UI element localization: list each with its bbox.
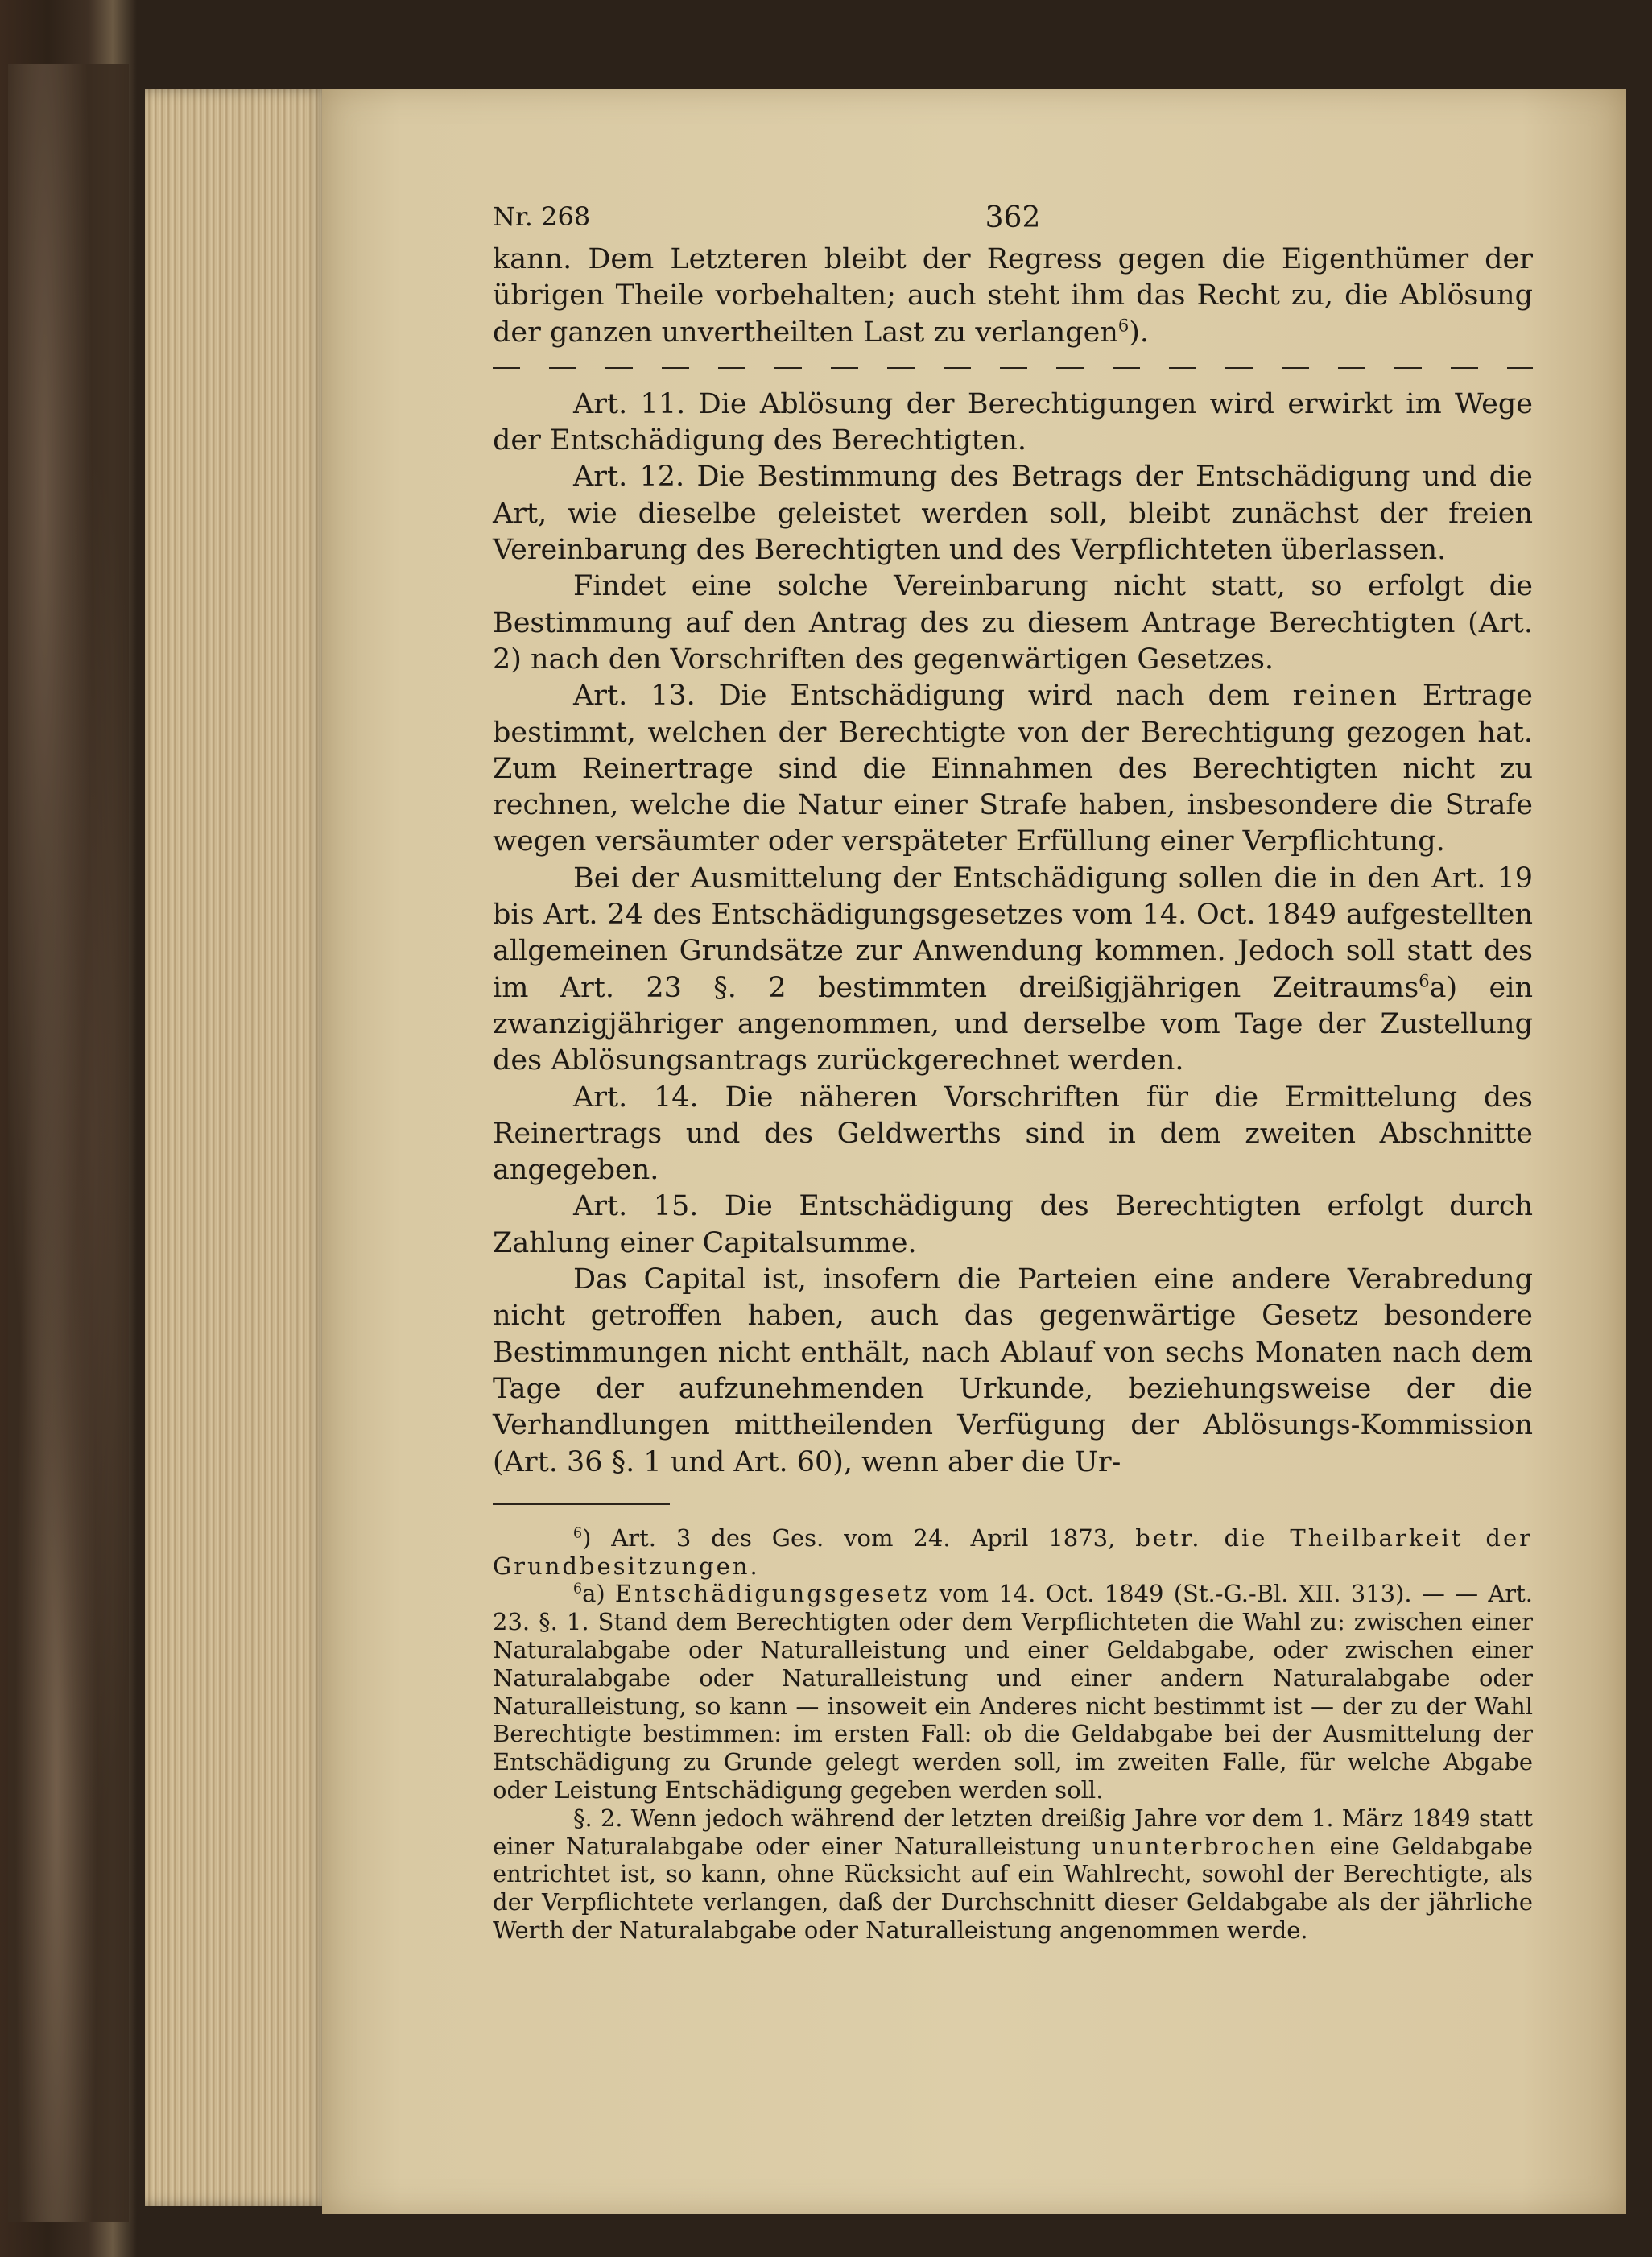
section-divider (493, 356, 1533, 380)
footnote-rule (493, 1503, 670, 1505)
footnote-6a (493, 1580, 1533, 1804)
article-13 (493, 678, 1533, 860)
running-header (493, 201, 1533, 242)
text: kann. Dem Letzteren bleibt der Regress gegen die Eigenthümer der übrigen Theile vorbehalten; auch steht ihm das Recht zu, die Ablösung der ganzen unvertheilten Last zu verlangen (493, 243, 1533, 349)
paragraph-continuation (493, 242, 1533, 351)
footnote-mark: 6 (573, 1581, 583, 1598)
emphasis: betr. die Theilbarkeit der Grundbesitzungen. (493, 1523, 1533, 1580)
text: a) ein zwanzigjähriger angenommen, und derselbe vom Tage der Zustellung des Ablösungsantrags zurückgerechnet werden. (493, 971, 1533, 1077)
emphasis: reinen (1292, 680, 1400, 713)
text: ). (1129, 316, 1150, 349)
text: Art. 13. Die Entschädigung wird nach dem (573, 680, 1293, 713)
article-11: Art. 11. Die Ablösung der Berechtigungen wird erwirkt im Wege der Entschädigung des Berechtigten. (493, 387, 1533, 457)
paragraph: Das Capital ist, insofern die Parteien eine andere Verabredung nicht getroffen haben, auch das gegenwärtige Gesetz besondere Bestimmungen nicht enthält, nach Ablauf von sechs Monaten nach dem Tage der aufzunehmenden Urkunde, beziehungsweise der die Verhandlungen mittheilenden Verfügung der Ablösungs-Kommission (Art. 36 §. 1 und Art. 60), wenn aber die Ur- (493, 1263, 1533, 1478)
marbled-cover (8, 64, 129, 2222)
page-stack-edge (145, 89, 330, 2206)
article-15: Art. 15. Die Entschädigung des Berechtigten erfolgt durch Zahlung einer Capitalsumme. (493, 1190, 1533, 1259)
text: Bei der Ausmittelung der Entschädigung sollen die in den Art. 19 bis Art. 24 des Entschädigungsgesetzes vom 14. Oct. 1849 aufgestellten allgemeinen Grundsätze zur Anwendung kommen. Jedoch soll statt des im Art. 23 §. 2 bestimmten dreißigjährigen Zeitraums (493, 862, 1533, 1004)
paragraph: Findet eine solche Vereinbarung nicht statt, so erfolgt die Bestimmung auf den Antrag des zu diesem Antrage Berechtigten (Art. 2) nach den Vorschriften des gegenwärtigen Gesetzes. (493, 570, 1533, 676)
text: a) (582, 1580, 615, 1608)
page-number: 362 (985, 201, 1041, 234)
footnote-mark: 6 (573, 1525, 583, 1542)
footnote-6 (493, 1524, 1533, 1581)
footnote-ref: 6 (1117, 315, 1130, 335)
footnote-ref: 6 (1419, 970, 1430, 990)
page-content (493, 201, 1533, 1945)
text: Ertrage bestimmt, welchen der Berechtigte von der Berechtigung gezogen hat. Zum Reinertrage sind die Einnahmen des Berechtigten nicht zu rechnen, welche die Natur einer Strafe haben, insbesondere die Strafe wegen versäumter oder verspäteter Erfüllung einer Verpflichtung. (493, 680, 1533, 858)
emphasis: ununterbrochen (1092, 1832, 1318, 1860)
footnote-6a-para2 (493, 1804, 1533, 1945)
section-number: Nr. 268 (493, 201, 591, 232)
text: vom 14. Oct. 1849 (St.-G.-Bl. XII. 313). — — Art. 23. §. 1. Stand dem Berechtigten oder dem Verpflichteten die Wahl zu: zwischen einer Naturalabgabe oder Naturalleistung und einer Geldabgabe, oder zwischen einer Naturalabgabe oder Naturalleistung und einer andern Naturalabgabe oder Naturalleistung, so kann — insoweit ein Anderes nicht bestimmt ist — der zu der Wahl Berechtigte bestimmen: im ersten Fall: ob die Geldabgabe bei der Ausmittelung der Entschädigung zu Grunde gelegt werden soll, im zweiten Falle, für welche Abgabe oder Leistung Entschädigung gegeben werden soll. (493, 1580, 1533, 1804)
text: §. 2. Wenn jedoch während der letzten dreißig Jahre vor dem 1. März 1849 statt einer Naturalabgabe oder einer Naturalleistung (493, 1804, 1533, 1860)
article-12: Art. 12. Die Bestimmung des Betrags der Entschädigung und die Art, wie dieselbe geleistet werden soll, bleibt zunächst der freien Vereinbarung des Berechtigten und des Verpflichteten überlassen. (493, 461, 1533, 567)
text: eine Geldabgabe entrichtet ist, so kann, ohne Rücksicht auf ein Wahlrecht, sowohl der Berechtigte, als der Verpflichtete verlangen, daß der Durchschnitt dieser Geldabgabe als der jährliche Werth der Naturalabgabe oder Naturalleistung angenommen werde. (493, 1832, 1533, 1944)
text: ) Art. 3 des Ges. vom 24. April 1873, (582, 1523, 1136, 1552)
paragraph (493, 861, 1533, 1080)
emphasis: Entschädigungsgesetz (614, 1580, 930, 1608)
article-14: Art. 14. Die näheren Vorschriften für die Ermittelung des Reinertrags und des Geldwerths sind in dem zweiten Abschnitte angegeben. (493, 1081, 1533, 1187)
